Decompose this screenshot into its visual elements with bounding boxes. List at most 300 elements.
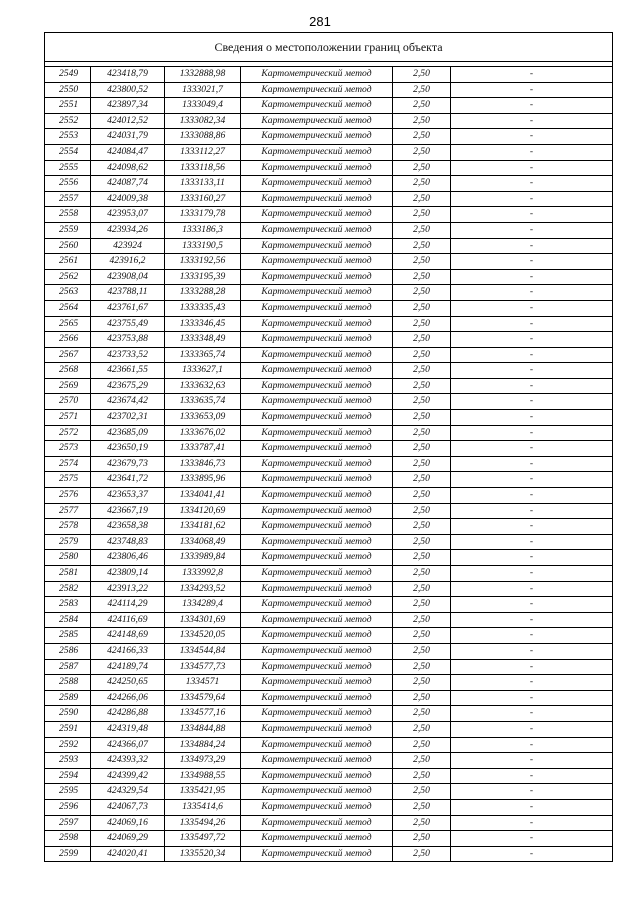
table-row bbox=[45, 534, 613, 550]
x-coordinate: 423702,31 bbox=[91, 410, 165, 426]
point-number: 2576 bbox=[45, 488, 91, 504]
method-cell: Картометрический метод bbox=[241, 394, 393, 410]
note-cell: - bbox=[451, 628, 613, 644]
x-coordinate: 423800,52 bbox=[91, 82, 165, 98]
table-row bbox=[45, 831, 613, 847]
note-cell: - bbox=[451, 176, 613, 192]
accuracy-cell: 2,50 bbox=[393, 566, 451, 582]
y-coordinate: 1333653,09 bbox=[165, 410, 241, 426]
method-cell: Картометрический метод bbox=[241, 753, 393, 769]
table-row bbox=[45, 721, 613, 737]
note-cell: - bbox=[451, 332, 613, 348]
x-coordinate: 424009,38 bbox=[91, 191, 165, 207]
point-number: 2549 bbox=[45, 67, 91, 83]
page-number: 281 bbox=[309, 14, 331, 29]
accuracy-cell: 2,50 bbox=[393, 113, 451, 129]
note-cell: - bbox=[451, 675, 613, 691]
note-cell: - bbox=[451, 690, 613, 706]
x-coordinate: 424069,16 bbox=[91, 815, 165, 831]
accuracy-cell: 2,50 bbox=[393, 316, 451, 332]
table-row bbox=[45, 269, 613, 285]
y-coordinate: 1333118,56 bbox=[165, 160, 241, 176]
point-number: 2551 bbox=[45, 98, 91, 114]
accuracy-cell: 2,50 bbox=[393, 207, 451, 223]
x-coordinate: 423641,72 bbox=[91, 472, 165, 488]
note-cell: - bbox=[451, 768, 613, 784]
method-cell: Картометрический метод bbox=[241, 410, 393, 426]
accuracy-cell: 2,50 bbox=[393, 488, 451, 504]
table-row bbox=[45, 628, 613, 644]
table-row bbox=[45, 690, 613, 706]
x-coordinate: 424114,29 bbox=[91, 597, 165, 613]
method-cell: Картометрический метод bbox=[241, 98, 393, 114]
point-number: 2578 bbox=[45, 519, 91, 535]
table-row bbox=[45, 285, 613, 301]
table-body bbox=[45, 67, 613, 862]
point-number: 2568 bbox=[45, 363, 91, 379]
table-row bbox=[45, 67, 613, 83]
accuracy-cell: 2,50 bbox=[393, 378, 451, 394]
table-row bbox=[45, 519, 613, 535]
y-coordinate: 1333088,86 bbox=[165, 129, 241, 145]
x-coordinate: 423733,52 bbox=[91, 347, 165, 363]
x-coordinate: 423685,09 bbox=[91, 425, 165, 441]
table-row bbox=[45, 846, 613, 862]
method-cell: Картометрический метод bbox=[241, 176, 393, 192]
note-cell: - bbox=[451, 410, 613, 426]
method-cell: Картометрический метод bbox=[241, 347, 393, 363]
point-number: 2593 bbox=[45, 753, 91, 769]
table-row bbox=[45, 222, 613, 238]
y-coordinate: 1334301,69 bbox=[165, 612, 241, 628]
note-cell: - bbox=[451, 441, 613, 457]
point-number: 2582 bbox=[45, 581, 91, 597]
accuracy-cell: 2,50 bbox=[393, 472, 451, 488]
accuracy-cell: 2,50 bbox=[393, 82, 451, 98]
accuracy-cell: 2,50 bbox=[393, 597, 451, 613]
table-row bbox=[45, 799, 613, 815]
x-coordinate: 423653,37 bbox=[91, 488, 165, 504]
accuracy-cell: 2,50 bbox=[393, 238, 451, 254]
x-coordinate: 423650,19 bbox=[91, 441, 165, 457]
method-cell: Картометрический метод bbox=[241, 488, 393, 504]
table-row bbox=[45, 363, 613, 379]
x-coordinate: 424189,74 bbox=[91, 659, 165, 675]
y-coordinate: 1332888,98 bbox=[165, 67, 241, 83]
point-number: 2555 bbox=[45, 160, 91, 176]
y-coordinate: 1335520,34 bbox=[165, 846, 241, 862]
table-row bbox=[45, 113, 613, 129]
method-cell: Картометрический метод bbox=[241, 144, 393, 160]
accuracy-cell: 2,50 bbox=[393, 285, 451, 301]
method-cell: Картометрический метод bbox=[241, 67, 393, 83]
method-cell: Картометрический метод bbox=[241, 269, 393, 285]
accuracy-cell: 2,50 bbox=[393, 815, 451, 831]
x-coordinate: 424319,48 bbox=[91, 721, 165, 737]
accuracy-cell: 2,50 bbox=[393, 67, 451, 83]
y-coordinate: 1333895,96 bbox=[165, 472, 241, 488]
point-number: 2590 bbox=[45, 706, 91, 722]
method-cell: Картометрический метод bbox=[241, 129, 393, 145]
y-coordinate: 1333627,1 bbox=[165, 363, 241, 379]
method-cell: Картометрический метод bbox=[241, 690, 393, 706]
note-cell: - bbox=[451, 784, 613, 800]
point-number: 2574 bbox=[45, 456, 91, 472]
boundary-table bbox=[44, 32, 613, 862]
point-number: 2556 bbox=[45, 176, 91, 192]
point-number: 2575 bbox=[45, 472, 91, 488]
method-cell: Картометрический метод bbox=[241, 207, 393, 223]
note-cell: - bbox=[451, 129, 613, 145]
note-cell: - bbox=[451, 160, 613, 176]
point-number: 2566 bbox=[45, 332, 91, 348]
note-cell: - bbox=[451, 363, 613, 379]
table-row bbox=[45, 316, 613, 332]
table-row bbox=[45, 488, 613, 504]
accuracy-cell: 2,50 bbox=[393, 300, 451, 316]
x-coordinate: 423661,55 bbox=[91, 363, 165, 379]
point-number: 2569 bbox=[45, 378, 91, 394]
note-cell: - bbox=[451, 799, 613, 815]
x-coordinate: 423748,83 bbox=[91, 534, 165, 550]
accuracy-cell: 2,50 bbox=[393, 550, 451, 566]
accuracy-cell: 2,50 bbox=[393, 768, 451, 784]
method-cell: Картометрический метод bbox=[241, 300, 393, 316]
note-cell: - bbox=[451, 753, 613, 769]
method-cell: Картометрический метод bbox=[241, 503, 393, 519]
method-cell: Картометрический метод bbox=[241, 191, 393, 207]
point-number: 2570 bbox=[45, 394, 91, 410]
note-cell: - bbox=[451, 488, 613, 504]
point-number: 2591 bbox=[45, 721, 91, 737]
x-coordinate: 424087,74 bbox=[91, 176, 165, 192]
note-cell: - bbox=[451, 659, 613, 675]
point-number: 2580 bbox=[45, 550, 91, 566]
note-cell: - bbox=[451, 534, 613, 550]
table-row bbox=[45, 82, 613, 98]
note-cell: - bbox=[451, 82, 613, 98]
note-cell: - bbox=[451, 706, 613, 722]
accuracy-cell: 2,50 bbox=[393, 628, 451, 644]
accuracy-cell: 2,50 bbox=[393, 425, 451, 441]
point-number: 2559 bbox=[45, 222, 91, 238]
note-cell: - bbox=[451, 597, 613, 613]
point-number: 2597 bbox=[45, 815, 91, 831]
note-cell: - bbox=[451, 207, 613, 223]
point-number: 2565 bbox=[45, 316, 91, 332]
accuracy-cell: 2,50 bbox=[393, 831, 451, 847]
y-coordinate: 1334068,49 bbox=[165, 534, 241, 550]
point-number: 2554 bbox=[45, 144, 91, 160]
accuracy-cell: 2,50 bbox=[393, 721, 451, 737]
method-cell: Картометрический метод bbox=[241, 846, 393, 862]
note-cell: - bbox=[451, 98, 613, 114]
point-number: 2588 bbox=[45, 675, 91, 691]
y-coordinate: 1333021,7 bbox=[165, 82, 241, 98]
table-row bbox=[45, 441, 613, 457]
note-cell: - bbox=[451, 300, 613, 316]
note-cell: - bbox=[451, 394, 613, 410]
y-coordinate: 1334884,24 bbox=[165, 737, 241, 753]
method-cell: Картометрический метод bbox=[241, 82, 393, 98]
table-row bbox=[45, 98, 613, 114]
x-coordinate: 424286,88 bbox=[91, 706, 165, 722]
y-coordinate: 1333192,56 bbox=[165, 254, 241, 270]
note-cell: - bbox=[451, 815, 613, 831]
point-number: 2599 bbox=[45, 846, 91, 862]
x-coordinate: 424393,32 bbox=[91, 753, 165, 769]
table-row bbox=[45, 410, 613, 426]
y-coordinate: 1333049,4 bbox=[165, 98, 241, 114]
table-row bbox=[45, 815, 613, 831]
point-number: 2592 bbox=[45, 737, 91, 753]
y-coordinate: 1334579,64 bbox=[165, 690, 241, 706]
y-coordinate: 1333082,34 bbox=[165, 113, 241, 129]
method-cell: Картометрический метод bbox=[241, 363, 393, 379]
accuracy-cell: 2,50 bbox=[393, 519, 451, 535]
point-number: 2595 bbox=[45, 784, 91, 800]
y-coordinate: 1334120,69 bbox=[165, 503, 241, 519]
x-coordinate: 423924 bbox=[91, 238, 165, 254]
x-coordinate: 424020,41 bbox=[91, 846, 165, 862]
x-coordinate: 424012,52 bbox=[91, 113, 165, 129]
x-coordinate: 423679,73 bbox=[91, 456, 165, 472]
note-cell: - bbox=[451, 581, 613, 597]
y-coordinate: 1333365,74 bbox=[165, 347, 241, 363]
table-row bbox=[45, 456, 613, 472]
y-coordinate: 1334973,29 bbox=[165, 753, 241, 769]
x-coordinate: 424166,33 bbox=[91, 643, 165, 659]
point-number: 2557 bbox=[45, 191, 91, 207]
accuracy-cell: 2,50 bbox=[393, 706, 451, 722]
x-coordinate: 423913,22 bbox=[91, 581, 165, 597]
accuracy-cell: 2,50 bbox=[393, 176, 451, 192]
y-coordinate: 1334520,05 bbox=[165, 628, 241, 644]
method-cell: Картометрический метод bbox=[241, 238, 393, 254]
note-cell: - bbox=[451, 643, 613, 659]
y-coordinate: 1334988,55 bbox=[165, 768, 241, 784]
point-number: 2572 bbox=[45, 425, 91, 441]
note-cell: - bbox=[451, 456, 613, 472]
x-coordinate: 423916,2 bbox=[91, 254, 165, 270]
table-row bbox=[45, 659, 613, 675]
x-coordinate: 423674,42 bbox=[91, 394, 165, 410]
y-coordinate: 1335421,95 bbox=[165, 784, 241, 800]
x-coordinate: 424098,62 bbox=[91, 160, 165, 176]
accuracy-cell: 2,50 bbox=[393, 846, 451, 862]
x-coordinate: 423658,38 bbox=[91, 519, 165, 535]
table-row bbox=[45, 597, 613, 613]
note-cell: - bbox=[451, 222, 613, 238]
method-cell: Картометрический метод bbox=[241, 597, 393, 613]
x-coordinate: 424116,69 bbox=[91, 612, 165, 628]
accuracy-cell: 2,50 bbox=[393, 690, 451, 706]
note-cell: - bbox=[451, 831, 613, 847]
y-coordinate: 1335497,72 bbox=[165, 831, 241, 847]
y-coordinate: 1333288,28 bbox=[165, 285, 241, 301]
point-number: 2596 bbox=[45, 799, 91, 815]
method-cell: Картометрический метод bbox=[241, 706, 393, 722]
x-coordinate: 424366,07 bbox=[91, 737, 165, 753]
y-coordinate: 1333335,43 bbox=[165, 300, 241, 316]
table-row bbox=[45, 566, 613, 582]
table-row bbox=[45, 706, 613, 722]
method-cell: Картометрический метод bbox=[241, 815, 393, 831]
method-cell: Картометрический метод bbox=[241, 378, 393, 394]
table-row bbox=[45, 191, 613, 207]
method-cell: Картометрический метод bbox=[241, 519, 393, 535]
method-cell: Картометрический метод bbox=[241, 425, 393, 441]
note-cell: - bbox=[451, 285, 613, 301]
note-cell: - bbox=[451, 378, 613, 394]
point-number: 2573 bbox=[45, 441, 91, 457]
y-coordinate: 1333133,11 bbox=[165, 176, 241, 192]
note-cell: - bbox=[451, 721, 613, 737]
method-cell: Картометрический метод bbox=[241, 737, 393, 753]
accuracy-cell: 2,50 bbox=[393, 441, 451, 457]
point-number: 2587 bbox=[45, 659, 91, 675]
method-cell: Картометрический метод bbox=[241, 332, 393, 348]
table-row bbox=[45, 472, 613, 488]
x-coordinate: 423753,88 bbox=[91, 332, 165, 348]
method-cell: Картометрический метод bbox=[241, 675, 393, 691]
y-coordinate: 1334041,41 bbox=[165, 488, 241, 504]
method-cell: Картометрический метод bbox=[241, 316, 393, 332]
accuracy-cell: 2,50 bbox=[393, 394, 451, 410]
method-cell: Картометрический метод bbox=[241, 160, 393, 176]
point-number: 2561 bbox=[45, 254, 91, 270]
method-cell: Картометрический метод bbox=[241, 222, 393, 238]
method-cell: Картометрический метод bbox=[241, 799, 393, 815]
table-row bbox=[45, 550, 613, 566]
table-row bbox=[45, 581, 613, 597]
accuracy-cell: 2,50 bbox=[393, 347, 451, 363]
table-row bbox=[45, 768, 613, 784]
table-row bbox=[45, 753, 613, 769]
accuracy-cell: 2,50 bbox=[393, 410, 451, 426]
point-number: 2558 bbox=[45, 207, 91, 223]
method-cell: Картометрический метод bbox=[241, 441, 393, 457]
method-cell: Картометрический метод bbox=[241, 472, 393, 488]
note-cell: - bbox=[451, 113, 613, 129]
accuracy-cell: 2,50 bbox=[393, 737, 451, 753]
y-coordinate: 1333846,73 bbox=[165, 456, 241, 472]
accuracy-cell: 2,50 bbox=[393, 129, 451, 145]
section-title: Сведения о местоположении границ объекта bbox=[45, 33, 613, 62]
note-cell: - bbox=[451, 550, 613, 566]
x-coordinate: 423761,67 bbox=[91, 300, 165, 316]
point-number: 2550 bbox=[45, 82, 91, 98]
x-coordinate: 423897,34 bbox=[91, 98, 165, 114]
x-coordinate: 423667,19 bbox=[91, 503, 165, 519]
method-cell: Картометрический метод bbox=[241, 254, 393, 270]
y-coordinate: 1334571 bbox=[165, 675, 241, 691]
method-cell: Картометрический метод bbox=[241, 643, 393, 659]
accuracy-cell: 2,50 bbox=[393, 581, 451, 597]
point-number: 2563 bbox=[45, 285, 91, 301]
table-row bbox=[45, 144, 613, 160]
y-coordinate: 1334577,73 bbox=[165, 659, 241, 675]
x-coordinate: 424031,79 bbox=[91, 129, 165, 145]
y-coordinate: 1333186,3 bbox=[165, 222, 241, 238]
table-row bbox=[45, 612, 613, 628]
y-coordinate: 1333635,74 bbox=[165, 394, 241, 410]
x-coordinate: 424250,65 bbox=[91, 675, 165, 691]
accuracy-cell: 2,50 bbox=[393, 612, 451, 628]
y-coordinate: 1333195,39 bbox=[165, 269, 241, 285]
note-cell: - bbox=[451, 612, 613, 628]
accuracy-cell: 2,50 bbox=[393, 753, 451, 769]
point-number: 2589 bbox=[45, 690, 91, 706]
accuracy-cell: 2,50 bbox=[393, 160, 451, 176]
table-row bbox=[45, 643, 613, 659]
note-cell: - bbox=[451, 737, 613, 753]
accuracy-cell: 2,50 bbox=[393, 799, 451, 815]
note-cell: - bbox=[451, 347, 613, 363]
method-cell: Картометрический метод bbox=[241, 768, 393, 784]
table-row bbox=[45, 394, 613, 410]
x-coordinate: 424399,42 bbox=[91, 768, 165, 784]
y-coordinate: 1333992,8 bbox=[165, 566, 241, 582]
y-coordinate: 1334289,4 bbox=[165, 597, 241, 613]
accuracy-cell: 2,50 bbox=[393, 675, 451, 691]
table-row bbox=[45, 784, 613, 800]
x-coordinate: 423809,14 bbox=[91, 566, 165, 582]
x-coordinate: 423908,04 bbox=[91, 269, 165, 285]
accuracy-cell: 2,50 bbox=[393, 659, 451, 675]
accuracy-cell: 2,50 bbox=[393, 503, 451, 519]
point-number: 2560 bbox=[45, 238, 91, 254]
point-number: 2586 bbox=[45, 643, 91, 659]
x-coordinate: 424069,29 bbox=[91, 831, 165, 847]
method-cell: Картометрический метод bbox=[241, 784, 393, 800]
method-cell: Картометрический метод bbox=[241, 113, 393, 129]
x-coordinate: 424067,73 bbox=[91, 799, 165, 815]
note-cell: - bbox=[451, 254, 613, 270]
x-coordinate: 424148,69 bbox=[91, 628, 165, 644]
table-row bbox=[45, 176, 613, 192]
point-number: 2552 bbox=[45, 113, 91, 129]
x-coordinate: 424084,47 bbox=[91, 144, 165, 160]
table-row bbox=[45, 129, 613, 145]
point-number: 2598 bbox=[45, 831, 91, 847]
table-row bbox=[45, 300, 613, 316]
y-coordinate: 1335494,26 bbox=[165, 815, 241, 831]
x-coordinate: 423934,26 bbox=[91, 222, 165, 238]
method-cell: Картометрический метод bbox=[241, 612, 393, 628]
table-row bbox=[45, 207, 613, 223]
accuracy-cell: 2,50 bbox=[393, 222, 451, 238]
method-cell: Картометрический метод bbox=[241, 581, 393, 597]
note-cell: - bbox=[451, 269, 613, 285]
y-coordinate: 1333676,02 bbox=[165, 425, 241, 441]
y-coordinate: 1334293,52 bbox=[165, 581, 241, 597]
method-cell: Картометрический метод bbox=[241, 659, 393, 675]
note-cell: - bbox=[451, 144, 613, 160]
y-coordinate: 1334181,62 bbox=[165, 519, 241, 535]
note-cell: - bbox=[451, 472, 613, 488]
table-row bbox=[45, 254, 613, 270]
method-cell: Картометрический метод bbox=[241, 831, 393, 847]
x-coordinate: 423675,29 bbox=[91, 378, 165, 394]
method-cell: Картометрический метод bbox=[241, 628, 393, 644]
point-number: 2571 bbox=[45, 410, 91, 426]
note-cell: - bbox=[451, 316, 613, 332]
method-cell: Картометрический метод bbox=[241, 456, 393, 472]
accuracy-cell: 2,50 bbox=[393, 269, 451, 285]
table-row bbox=[45, 503, 613, 519]
accuracy-cell: 2,50 bbox=[393, 784, 451, 800]
